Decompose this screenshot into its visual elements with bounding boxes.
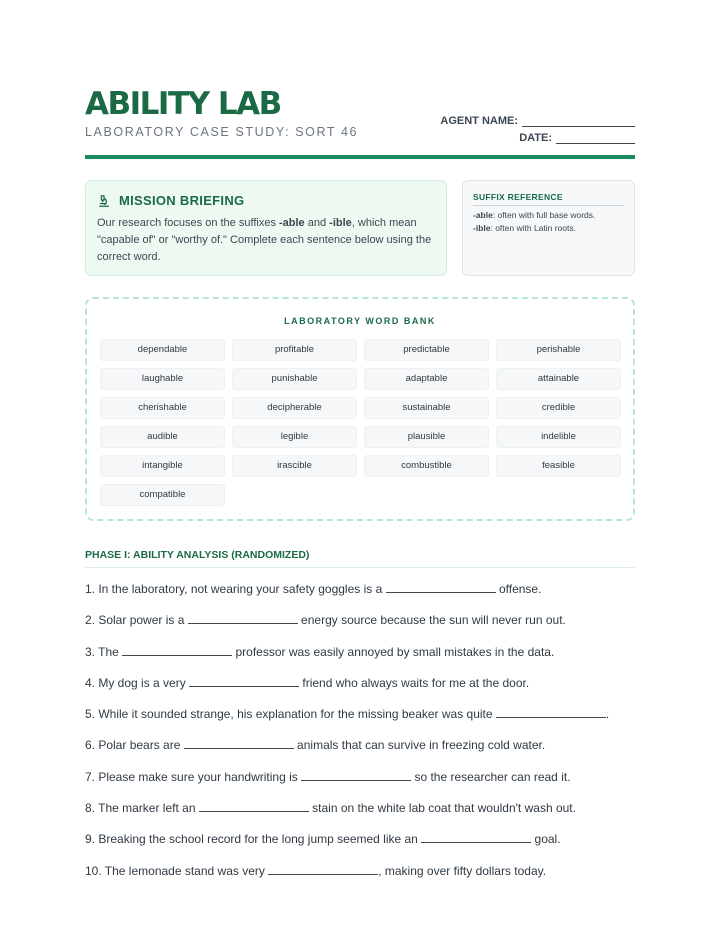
word-bank-item: adaptable	[364, 368, 489, 390]
microscope-icon	[97, 194, 111, 208]
date-field[interactable]	[556, 133, 635, 144]
question-item	[85, 675, 635, 706]
word-bank-item: intangible	[100, 455, 225, 477]
suffix-term: -ible	[473, 223, 491, 233]
question-text: animals that can survive in freezing cold water.	[293, 738, 546, 753]
briefing-text-part: Our research focuses on the suffixes	[97, 217, 279, 229]
question-text: , making over fifty dollars today.	[378, 863, 547, 878]
question-list	[85, 581, 635, 894]
word-bank-item: indelible	[496, 426, 621, 448]
word-bank-item: credible	[496, 397, 621, 419]
suffix-reference-lines	[473, 209, 624, 235]
word-bank-item: decipherable	[232, 397, 357, 419]
phase-title: PHASE I: ABILITY ANALYSIS (RANDOMIZED)	[85, 549, 635, 568]
question-item	[85, 863, 635, 894]
word-bank-item: perishable	[496, 339, 621, 361]
question-item	[85, 644, 635, 675]
answer-blank[interactable]	[188, 612, 298, 624]
word-bank-item: plausible	[364, 426, 489, 448]
question-text: 2. Solar power is a	[85, 613, 188, 628]
agent-name-field[interactable]	[522, 116, 635, 127]
briefing-text	[97, 215, 435, 266]
date-label: DATE:	[519, 132, 552, 144]
question-text: .	[605, 707, 610, 722]
question-item	[85, 800, 635, 831]
mission-briefing	[85, 180, 447, 276]
word-bank-title: LABORATORY WORD BANK	[284, 316, 436, 326]
answer-blank[interactable]	[199, 800, 309, 812]
word-bank-item: audible	[100, 426, 225, 448]
briefing-text-part: , which mean "capable of" or "worthy of." Complete each sentence below using the correct word.	[97, 217, 432, 263]
page-title: ABILITY LAB	[85, 86, 281, 122]
word-bank-grid	[100, 339, 622, 506]
word-bank-item: laughable	[100, 368, 225, 390]
word-bank-item: combustible	[364, 455, 489, 477]
word-bank	[85, 297, 635, 521]
question-item	[85, 831, 635, 862]
word-bank-item: sustainable	[364, 397, 489, 419]
answer-blank[interactable]	[184, 737, 294, 749]
question-text: 5. While it sounded strange, his explanation for the missing beaker was quite	[85, 707, 496, 722]
question-text: 10. The lemonade stand was very	[85, 863, 269, 878]
question-item	[85, 737, 635, 768]
question-item	[85, 581, 635, 612]
word-bank-item: compatible	[100, 484, 225, 506]
answer-blank[interactable]	[496, 706, 606, 718]
answer-blank[interactable]	[301, 769, 411, 781]
question-text: 3. The	[85, 644, 123, 659]
question-text: friend who always waits for me at the door.	[299, 675, 530, 690]
suffix-line	[473, 222, 624, 235]
briefing-suffix-able: -able	[279, 217, 305, 229]
word-bank-item: profitable	[232, 339, 357, 361]
question-text: 1. In the laboratory, not wearing your safety goggles is a	[85, 582, 386, 596]
date-row	[440, 127, 635, 144]
briefing-title: MISSION BRIEFING	[119, 193, 245, 208]
header-divider	[85, 155, 635, 159]
word-bank-item: cherishable	[100, 397, 225, 419]
word-bank-item: legible	[232, 426, 357, 448]
briefing-header	[97, 193, 435, 208]
question-item	[85, 706, 635, 737]
page-subtitle: LABORATORY CASE STUDY: SORT 46	[85, 125, 359, 139]
answer-blank[interactable]	[421, 831, 531, 843]
answer-blank[interactable]	[189, 675, 299, 687]
answer-blank[interactable]	[122, 644, 232, 656]
suffix-reference-title: SUFFIX REFERENCE	[473, 192, 624, 206]
answer-blank[interactable]	[268, 863, 378, 875]
question-text: 7. Please make sure your handwriting is	[85, 769, 302, 784]
word-bank-item: feasible	[496, 455, 621, 477]
suffix-reference	[462, 180, 635, 276]
briefing-text-part: and	[304, 217, 330, 229]
header	[85, 86, 635, 158]
question-text: so the researcher can read it.	[411, 769, 571, 784]
question-text: professor was easily annoyed by small mistakes in the data.	[232, 644, 555, 659]
question-item	[85, 612, 635, 643]
suffix-description: : often with full base words.	[492, 210, 596, 220]
suffix-line	[473, 209, 624, 222]
word-bank-item: attainable	[496, 368, 621, 390]
word-bank-item: dependable	[100, 339, 225, 361]
word-bank-item: irascible	[232, 455, 357, 477]
question-text: goal.	[531, 832, 561, 847]
question-text: energy source because the sun will never run out.	[297, 613, 566, 628]
agent-name-row	[440, 110, 635, 127]
question-text: 8. The marker left an	[85, 801, 199, 816]
question-text: offense.	[495, 582, 542, 596]
suffix-description: : often with Latin roots.	[490, 223, 577, 233]
briefing-suffix-ible: -ible	[329, 217, 352, 229]
agent-fields	[440, 110, 635, 144]
agent-name-label: AGENT NAME:	[440, 115, 518, 127]
question-text: 9. Breaking the school record for the long jump seemed like an	[85, 832, 422, 847]
question-item	[85, 769, 635, 800]
suffix-term: -able	[473, 210, 493, 220]
word-bank-item: predictable	[364, 339, 489, 361]
word-bank-item: punishable	[232, 368, 357, 390]
question-text: 6. Polar bears are	[85, 738, 184, 753]
question-text: stain on the white lab coat that wouldn't wash out.	[308, 801, 576, 816]
answer-blank[interactable]	[386, 581, 496, 593]
question-text: 4. My dog is a very	[85, 675, 190, 690]
